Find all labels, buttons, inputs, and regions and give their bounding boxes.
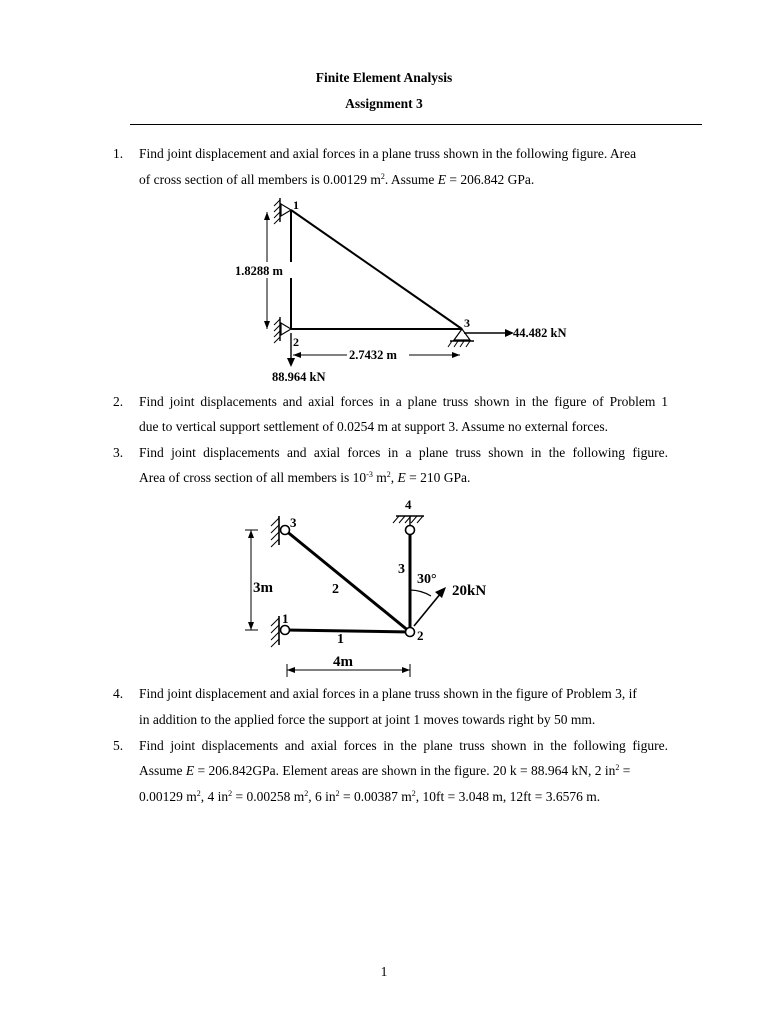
fig2-member-2 — [285, 530, 410, 632]
fig1-width-label: 2.7432 m — [349, 348, 397, 362]
problem-4-line-1: Find joint displacement and axial forces in a plane truss shown in the figure of Problem 3, if — [139, 686, 637, 701]
problem-2-number: 2. — [113, 394, 124, 409]
problem-4-line-2: in addition to the applied force the support at joint 1 moves towards right by 50 mm. — [139, 712, 596, 727]
fig2-joint-3 — [281, 526, 290, 535]
fig2-height-label: 3m — [253, 580, 273, 596]
document-subtitle: Assignment 3 — [345, 96, 423, 111]
fig1-node-1: 1 — [293, 198, 299, 212]
problem-3-number: 3. — [113, 445, 124, 460]
fig2-width-label: 4m — [333, 654, 353, 670]
fig2-support-node-3 — [271, 516, 279, 547]
fig2-member-1 — [285, 630, 410, 632]
fig2-joint-4 — [406, 526, 415, 535]
fig2-angle-label: 30° — [417, 572, 437, 587]
fig1-vertical-load-label: 88.964 kN — [272, 370, 326, 384]
fig1-horizontal-load-label: 44.482 kN — [513, 326, 567, 340]
problem-3-line-1: Find joint displacements and axial forces in a plane truss shown in the following figure. — [139, 445, 668, 460]
problem-1-line-1: Find joint displacement and axial forces in a plane truss shown in the following figure. Area — [139, 146, 637, 161]
fig2-node-4: 4 — [405, 497, 412, 512]
fig2-member-label-2: 2 — [332, 582, 339, 597]
fig1-height-label: 1.8288 m — [235, 264, 283, 278]
fig2-load-arrow — [414, 587, 446, 626]
document-title: Finite Element Analysis — [315, 70, 453, 85]
fig2-member-label-3: 3 — [398, 562, 405, 577]
fig2-joint-2 — [406, 628, 415, 637]
fig2-support-node-1 — [271, 616, 279, 647]
page-number: 1 — [380, 964, 388, 979]
fig2-node-2: 2 — [417, 628, 424, 643]
problem-2-line-2: due to vertical support settlement of 0.0254 m at support 3. Assume no external forces. — [139, 419, 609, 434]
problem-5-line-2: Assume E = 206.842GPa. Element areas are shown in the figure. 20 k = 88.964 kN, 2 $in^2$ = — [139, 763, 631, 778]
fig1-node-2: 2 — [293, 335, 299, 349]
problem-5-number: 5. — [113, 738, 124, 753]
fig2-member-label-1: 1 — [337, 632, 344, 647]
fig1-node-3: 3 — [464, 316, 470, 330]
problem-2-line-1: Find joint displacements and axial forces in a plane truss shown in the figure of Problem 1 — [139, 394, 668, 409]
problem-4-number: 4. — [113, 686, 124, 701]
fig2-node-3: 3 — [290, 515, 297, 530]
problem-5-line-3: 0.00129 $m^2$, 4 $in^2 = 0.00258$ $m^2$, 6 $in^2 = 0.00387$ $m^2$, 10ft = 3.048 m, 12ft = 3.6576 m. — [139, 789, 601, 804]
fig2-angle-arc — [410, 590, 431, 596]
problem-3-line-2: Area of cross section of all members is $10^{-3}$ $m^2$, E = 210 GPa. — [139, 470, 471, 485]
fig2-load-label: 20kN — [452, 583, 487, 599]
problem-5-line-1: Find joint displacements and axial forces in the plane truss shown in the following figure. — [139, 738, 668, 753]
problem-1-line-2: of cross section of all members is 0.00129 $m^2$. Assume E = 206.842 GPa. — [139, 172, 535, 187]
problem-1-number: 1. — [113, 146, 124, 161]
fig2-node-1: 1 — [282, 611, 289, 626]
fig2-joint-1 — [281, 626, 290, 635]
